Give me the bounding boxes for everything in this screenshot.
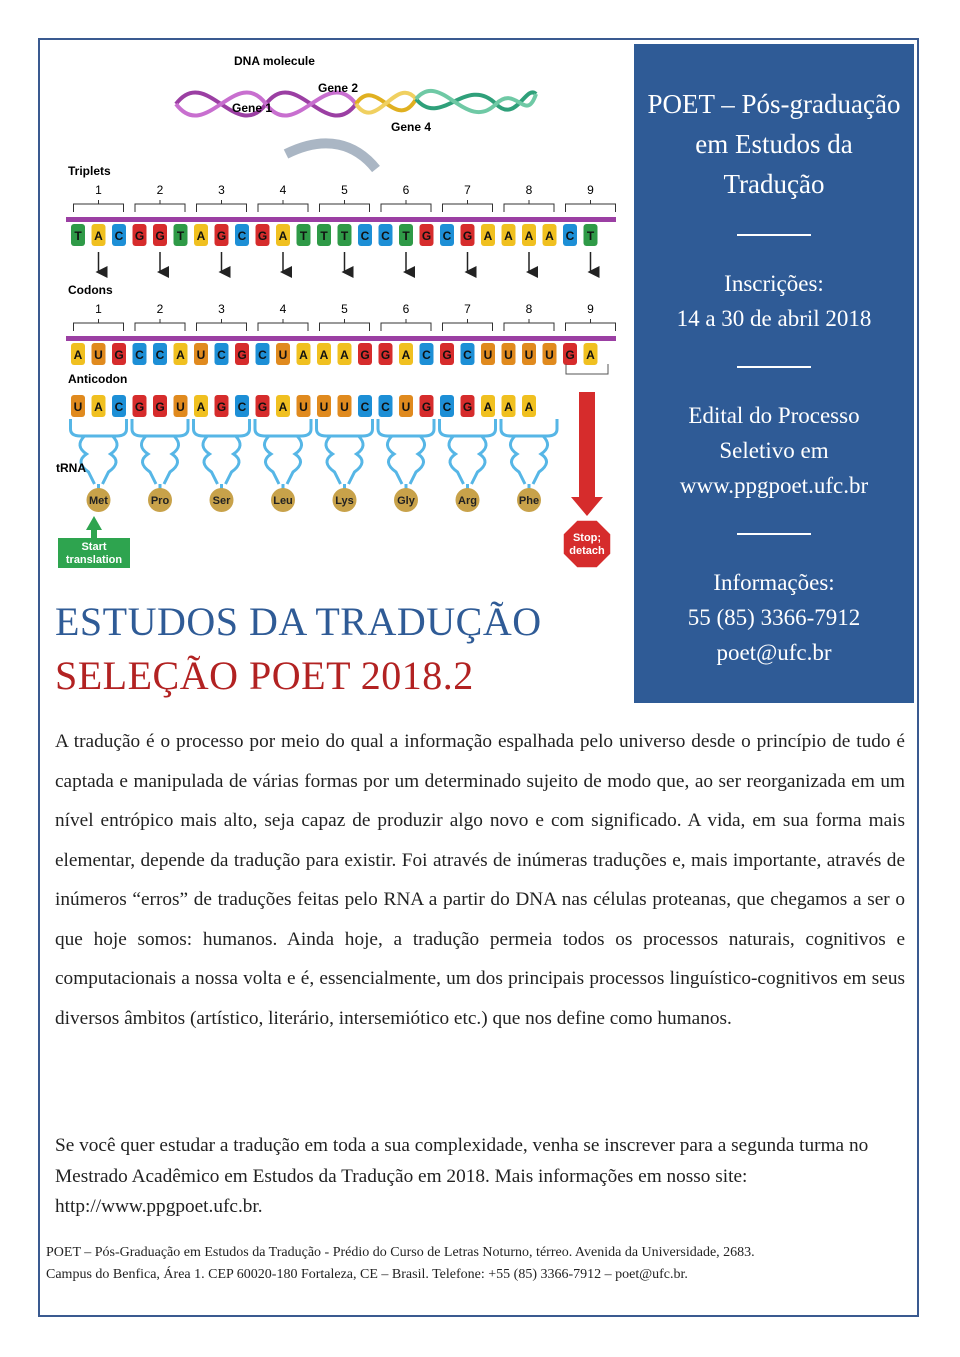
stop-arrow-shaft [579,392,595,497]
gene2-label: Gene 2 [318,81,359,95]
mrna-base-letter: G [565,348,575,362]
stop-arrow-head [571,497,603,516]
footer-line: POET – Pós-Graduação em Estudos da Tradução - Prédio do Curso de Letras Noturno, térreo. Avenida da Universidade, 2683. [46,1245,755,1260]
anticodon-base-letter: C [114,400,124,414]
triplet-number: 8 [525,183,533,197]
dna-base-letter: A [524,229,534,243]
anticodon-base-letter: U [299,400,308,414]
anticodon-base-letter: U [319,400,329,414]
triplet-bracket [320,200,370,212]
dna-base-letter: T [340,229,349,243]
anticodon-base-letter: A [196,400,206,414]
dna-molecule-label: DNA molecule [234,54,315,68]
anticodon-base-letter: A [524,400,534,414]
trna-shape [317,419,373,484]
mrna-base-letter: C [135,348,144,362]
mrna-base-letter: U [94,348,103,362]
mrna-base-letter: C [258,348,267,362]
triplet-number: 4 [279,183,287,197]
dna-base-letter: A [504,229,513,243]
contact-block [634,565,914,670]
codon-number: 9 [587,302,594,316]
codon-bracket [320,319,370,331]
anticodon-base-letter: C [237,400,247,414]
amino-acid-label: Phe [518,495,540,507]
registration-label: Inscrições: [724,271,824,296]
triplet-number: 3 [218,183,225,197]
mrna-base-letter: C [422,348,431,362]
dna-base-letter: G [421,229,432,243]
codon-bracket [74,319,124,331]
mrna-base-letter: G [442,348,452,362]
dna-base-letter: T [586,229,595,243]
edital-line1: Edital do Processo [688,403,860,428]
start-translation-label: Start translation [65,541,123,566]
dna-base-letter: A [196,229,206,243]
codon-number: 8 [525,302,533,316]
anticodon-base-letter: G [421,400,432,414]
codon-number: 5 [341,302,348,316]
registration-block [634,266,914,336]
panel-divider [737,366,811,368]
triplet-bracket [258,200,308,212]
trna-shape [440,419,496,484]
mrna-base-letter: A [401,348,411,362]
mrna-base-letter: A [73,348,83,362]
info-panel [634,44,914,703]
dna-base-letter: T [320,229,328,243]
dna-base-letter: T [74,229,82,243]
triplet-bracket [443,200,493,212]
amino-acid-label: Arg [458,495,477,507]
mrna-base-letter: A [586,348,595,362]
anticodon-base-letter: G [462,400,473,414]
codon-bracket [258,319,308,331]
edital-site-link[interactable]: www.ppgpoet.ufc.br [679,473,869,498]
mrna-base-letter: U [504,348,513,362]
dna-base-letter: G [134,229,145,243]
anticodon-base-letter: C [381,400,390,414]
dna-strand-backbone [66,217,616,222]
triplet-bracket [135,200,185,212]
page-subtitle: SELEÇÃO POET 2018.2 [55,653,474,698]
mrna-base-letter: A [176,348,185,362]
codon-bracket [566,319,616,331]
mrna-base-letter: A [340,348,349,362]
triplet-bracket [566,200,616,212]
amino-acid-label: Gly [397,495,415,507]
dna-base-letter: C [237,229,247,243]
trna-shape [255,419,311,484]
triplet-number: 1 [95,183,102,197]
mrna-base-letter: G [114,348,124,362]
page-title: ESTUDOS DA TRADUÇÃO [55,599,542,644]
dna-base-letter: C [381,229,390,243]
mrna-base-letter: U [524,348,534,362]
codon-bracket [381,319,431,331]
mrna-base-letter: G [237,348,247,362]
dna-base-letter: G [462,229,473,243]
codons-label: Codons [68,283,113,297]
edital-block [634,398,914,503]
amino-acid-label: Lys [335,495,354,507]
stop-detach-label: Stop; detach [569,532,605,557]
mrna-base-letter: U [196,348,206,362]
triplet-number: 5 [341,183,348,197]
amino-acid-label: Leu [273,495,293,507]
codon-bracket [504,319,554,331]
trna-shape [378,419,434,484]
anticodon-base-letter: A [504,400,513,414]
triplet-bracket [504,200,554,212]
dna-base-letter: C [360,229,370,243]
anticodon-base-letter: U [176,400,185,414]
email-link[interactable]: poet@ufc.br [716,640,832,665]
footer-line: Campus do Benfica, Área 1. CEP 60020-180 Fortaleza, CE – Brasil. Telefone: +55 (85) 3366-7912 – poet@ufc.br. [46,1267,688,1282]
anticodon-base-letter: G [216,400,227,414]
amino-acid-label: Met [89,495,108,507]
codon-number: 4 [279,302,287,316]
mrna-base-letter: C [155,348,165,362]
anticodon-base-letter: G [155,400,165,414]
dna-base-letter: A [545,229,554,243]
mrna-base-letter: U [483,348,493,362]
trna-shape [132,419,188,484]
registration-dates: 14 a 30 de abril 2018 [676,306,872,331]
info-label: Informações: [713,570,835,595]
dna-base-letter: A [483,229,493,243]
panel-title: POET – Pós-graduação em Estudos da Tradução [647,89,901,199]
codon-bracket [135,319,185,331]
mrna-base-letter: A [299,348,308,362]
codon-number: 3 [218,302,225,316]
codon-number: 1 [95,302,102,316]
mrna-base-letter: U [545,348,554,362]
anticodon-base-letter: A [483,400,493,414]
amino-acid-label: Ser [212,495,231,507]
codon-number: 7 [464,302,471,316]
triplets-label: Triplets [68,164,111,178]
trna-shape [194,419,250,484]
anticodon-base-letter: C [360,400,370,414]
body-paragraph: A tradução é o processo por meio do qual a informação espalhada pelo universo desde o princípio de tudo é captada e manipulada de várias formas por um determinado sujeito de modo que, ao ser reorganizada em um nível entrópico mais alto, seja capaz de produzir algo novo e com significado. A vida, em sua forma mais elementar, depende da tradução para existir. Foi através de inúmeras traduções e, mais importante, através de inúmeros “erros” de traduções feitas pelo RNA a partir do DNA nas células proteanas, que chegamos a ser o que hoje somos: humanos. Ainda hoje, a tradução permeia todos os processos naturais, cognitivos e computacionais a nossa volta e é, essencialmente, um dos principais processos linguístico-cognitivos em seus diversos âmbitos (artístico, literário, intersemiótico etc.) que nos define como humanos. [55,731,905,1029]
anticodon-base-letter: A [278,400,288,414]
mrna-base-letter: C [463,348,472,362]
mrna-strand-backbone [66,336,616,341]
mrna-base-letter: A [319,348,329,362]
dna-base-letter: C [565,229,575,243]
dna-base-letter: T [176,229,185,243]
triplet-number: 2 [156,183,164,197]
mrna-base-letter: C [217,348,226,362]
anticodon-base-letter: U [73,400,83,414]
stop-sign [563,520,611,568]
dna-base-letter: G [216,229,227,243]
codon-bracket [443,319,493,331]
mrna-base-letter: U [278,348,288,362]
triplet-bracket [197,200,247,212]
dna-base-letter: G [257,229,268,243]
amino-acid-label: Pro [150,495,170,507]
gene4-label: Gene 4 [391,120,432,134]
panel-divider [737,533,811,535]
edital-line2: Seletivo em [719,438,829,463]
anticodon-base-letter: A [94,400,103,414]
triplet-number: 7 [464,183,471,197]
triplet-bracket [74,200,124,212]
dna-base-letter: T [299,229,308,243]
dna-base-letter: C [442,229,452,243]
codon-number: 2 [156,302,164,316]
curved-arrow [286,143,376,169]
anticodon-base-letter: U [401,400,411,414]
dna-base-letter: A [278,229,288,243]
anticodon-base-letter: G [257,400,268,414]
translation-diagram [56,44,622,574]
trna-shape [501,419,557,484]
anticodon-base-letter: G [134,400,145,414]
triplet-number: 6 [402,183,410,197]
anticodon-base-letter: C [442,400,452,414]
footer [46,1242,916,1286]
triplet-bracket [381,200,431,212]
stop-codon-bracket [566,364,608,374]
dna-base-letter: C [114,229,124,243]
codon-number: 6 [402,302,410,316]
trna-label: tRNA [56,461,86,475]
phone-number: 55 (85) 3366-7912 [687,605,861,630]
anticodon-base-letter: U [340,400,349,414]
body-paragraph: Se você quer estudar a tradução em toda a sua complexidade, venha se inscrever para a segunda turma no Mestrado Acadêmico em Estudos da Tradução em 2018. Mais informações em nosso site: http://www.ppgpoet.ufc.br. [55,1135,869,1217]
mrna-base-letter: G [360,348,370,362]
dna-base-letter: A [94,229,103,243]
anticodon-label: Anticodon [68,372,128,386]
mrna-base-letter: G [380,348,391,362]
dna-base-letter: G [155,229,165,243]
panel-divider [737,234,811,236]
triplet-number: 9 [587,183,594,197]
dna-base-letter: T [402,229,410,243]
codon-bracket [197,319,247,331]
gene1-label: Gene 1 [232,101,273,115]
